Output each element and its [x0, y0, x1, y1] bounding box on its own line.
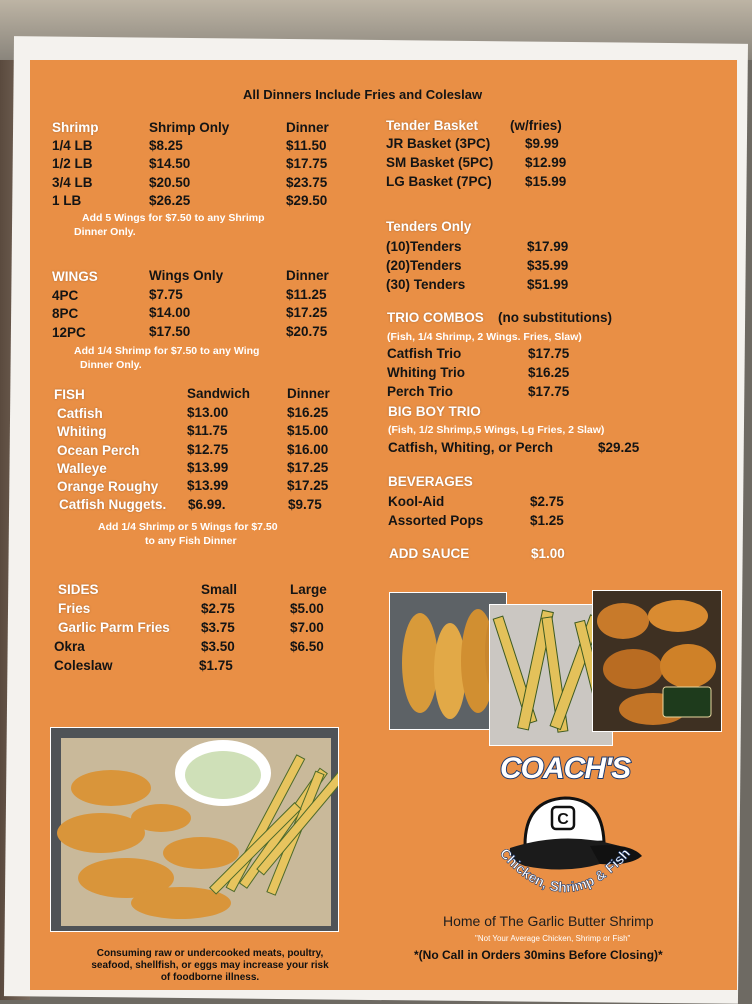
- table-cell: $29.50: [286, 193, 328, 208]
- table-cell: 4PC: [52, 288, 79, 303]
- list-item: Catfish Trio: [387, 346, 462, 361]
- list-item: (20)Tenders: [386, 258, 462, 273]
- shrimp-col-only: Shrimp Only: [149, 120, 230, 135]
- table-cell: Orange Roughy: [57, 479, 159, 494]
- trio-heading-note: (no substitutions): [498, 310, 612, 325]
- table-cell: Walleye: [57, 461, 107, 476]
- wings-photo-art: [593, 591, 721, 731]
- wings-note-2: Dinner Only.: [80, 359, 142, 371]
- fish-note-1: Add 1/4 Shrimp or 5 Wings for $7.50: [98, 521, 278, 533]
- table-cell: Coleslaw: [54, 658, 113, 673]
- table-cell: $6.99.: [188, 497, 226, 512]
- list-item-price: $1.25: [530, 513, 564, 528]
- page-title: All Dinners Include Fries and Coleslaw: [243, 87, 483, 102]
- table-cell: $11.25: [286, 287, 327, 302]
- wings-photo: [592, 590, 722, 732]
- list-item-price: $15.99: [525, 174, 567, 189]
- list-item: Catfish, Whiting, or Perch: [388, 440, 554, 455]
- table-cell: $16.25: [287, 405, 329, 420]
- food-warning-line3: of foodborne illness.: [160, 972, 260, 983]
- food-warning-line2: seafood, shellfish, or eggs may increase your risk: [91, 960, 329, 971]
- cap-letter: C: [557, 811, 569, 828]
- table-cell: $13.99: [187, 460, 229, 475]
- sides-col-small: Small: [201, 582, 238, 597]
- list-item-price: $16.25: [528, 365, 570, 380]
- table-cell: $3.75: [201, 620, 235, 635]
- table-cell: Catfish: [57, 406, 103, 421]
- tenders-only-heading: Tenders Only: [386, 219, 472, 234]
- table-cell: $9.75: [288, 497, 322, 512]
- table-cell: 1/2 LB: [52, 156, 93, 171]
- shrimp-note-2: Dinner Only.: [74, 226, 136, 238]
- table-cell: $16.00: [287, 442, 329, 457]
- list-item: SM Basket (5PC): [386, 155, 494, 170]
- table-cell: $17.25: [287, 478, 329, 493]
- list-item-price: $17.75: [528, 384, 570, 399]
- table-cell: $1.75: [199, 658, 233, 673]
- no-call-notice: *(No Call in Orders 30mins Before Closing)*: [414, 948, 663, 962]
- table-cell: $17.25: [287, 460, 329, 475]
- table-cell: $20.75: [286, 324, 328, 339]
- add-sauce-price: $1.00: [531, 546, 565, 561]
- table-cell: 3/4 LB: [52, 175, 93, 190]
- list-item-price: $17.75: [528, 346, 570, 361]
- table-cell: $17.25: [286, 305, 328, 320]
- table-cell: $8.25: [149, 138, 183, 153]
- list-item: Whiting Trio: [387, 365, 465, 380]
- food-warning-line1: Consuming raw or undercooked meats, poultry,: [96, 948, 324, 959]
- table-cell: $13.00: [187, 405, 229, 420]
- home-of-text: Home of The Garlic Butter Shrimp: [443, 913, 654, 929]
- table-cell: $17.75: [286, 156, 328, 171]
- list-item: JR Basket (3PC): [386, 136, 491, 151]
- list-item-price: $2.75: [530, 494, 564, 509]
- wings-col-dinner: Dinner: [286, 268, 329, 283]
- wings-note-1: Add 1/4 Shrimp for $7.50 to any Wing: [74, 345, 260, 357]
- table-cell: $15.00: [287, 423, 329, 438]
- table-cell: $13.99: [187, 478, 229, 493]
- table-cell: $6.50: [290, 639, 324, 654]
- table-cell: $14.50: [149, 156, 191, 171]
- list-item: Kool-Aid: [388, 494, 445, 509]
- list-item: Perch Trio: [387, 384, 454, 399]
- brand-tagline-arc: [470, 800, 660, 920]
- fish-heading: FISH: [54, 387, 85, 402]
- table-cell: Whiting: [57, 424, 107, 439]
- table-cell: $11.75: [187, 423, 228, 438]
- table-cell: $7.75: [149, 287, 183, 302]
- table-cell: $5.00: [290, 601, 324, 616]
- sides-col-large: Large: [290, 582, 327, 597]
- shrimp-note-1: Add 5 Wings for $7.50 to any Shrimp: [82, 212, 265, 224]
- table-cell: $2.75: [201, 601, 235, 616]
- table-cell: $11.50: [286, 138, 327, 153]
- trio-desc: (Fish, 1/4 Shrimp, 2 Wings. Fries, Slaw): [387, 331, 582, 343]
- tender-basket-sub: (w/fries): [510, 118, 562, 133]
- list-item: Assorted Pops: [388, 513, 484, 528]
- table-cell: 8PC: [52, 306, 79, 321]
- table-cell: $26.25: [149, 193, 191, 208]
- table-cell: $3.50: [201, 639, 235, 654]
- platter-photo: [50, 727, 339, 932]
- table-cell: $20.50: [149, 175, 191, 190]
- table-cell: 1 LB: [52, 193, 82, 208]
- brand-name: COACH'S: [500, 752, 631, 785]
- table-cell: $7.00: [290, 620, 324, 635]
- trio-heading: TRIO COMBOS: [387, 310, 484, 325]
- fish-note-2: to any Fish Dinner: [145, 535, 237, 547]
- big-boy-desc: (Fish, 1/2 Shrimp,5 Wings, Lg Fries, 2 Slaw): [388, 424, 605, 436]
- table-cell: 12PC: [52, 325, 86, 340]
- tender-basket-heading: Tender Basket: [386, 118, 479, 133]
- brand-tagline: Chicken, Shrimp & Fish: [496, 844, 634, 896]
- list-item-price: $51.99: [527, 277, 569, 292]
- table-cell: Okra: [54, 639, 85, 654]
- sides-heading: SIDES: [58, 582, 99, 597]
- slogan-text: "Not Your Average Chicken, Shrimp or Fish": [475, 934, 631, 943]
- list-item-price: $9.99: [525, 136, 559, 151]
- list-item: (30) Tenders: [386, 277, 466, 292]
- table-cell: $23.75: [286, 175, 328, 190]
- table-cell: $12.75: [187, 442, 229, 457]
- list-item-price: $29.25: [598, 440, 640, 455]
- list-item-price: $35.99: [527, 258, 569, 273]
- list-item-price: $17.99: [527, 239, 569, 254]
- table-cell: $17.50: [149, 324, 191, 339]
- beverages-heading: BEVERAGES: [388, 474, 473, 489]
- table-cell: $14.00: [149, 305, 191, 320]
- list-item: (10)Tenders: [386, 239, 462, 254]
- list-item-price: $12.99: [525, 155, 567, 170]
- table-cell: 1/4 LB: [52, 138, 93, 153]
- platter-photo-art: [51, 728, 338, 931]
- fish-col-sandwich: Sandwich: [187, 386, 251, 401]
- table-cell: Catfish Nuggets.: [59, 497, 167, 512]
- shrimp-heading: Shrimp: [52, 120, 99, 135]
- big-boy-heading: BIG BOY TRIO: [388, 404, 481, 419]
- fish-col-dinner: Dinner: [287, 386, 330, 401]
- wings-heading: WINGS: [52, 269, 98, 284]
- shrimp-col-dinner: Dinner: [286, 120, 329, 135]
- wings-col-only: Wings Only: [149, 268, 224, 283]
- list-item: LG Basket (7PC): [386, 174, 492, 189]
- table-cell: Ocean Perch: [57, 443, 140, 458]
- add-sauce-label: ADD SAUCE: [389, 546, 470, 561]
- food-warning: [60, 948, 360, 984]
- table-cell: Fries: [58, 601, 91, 616]
- table-cell: Garlic Parm Fries: [58, 620, 170, 635]
